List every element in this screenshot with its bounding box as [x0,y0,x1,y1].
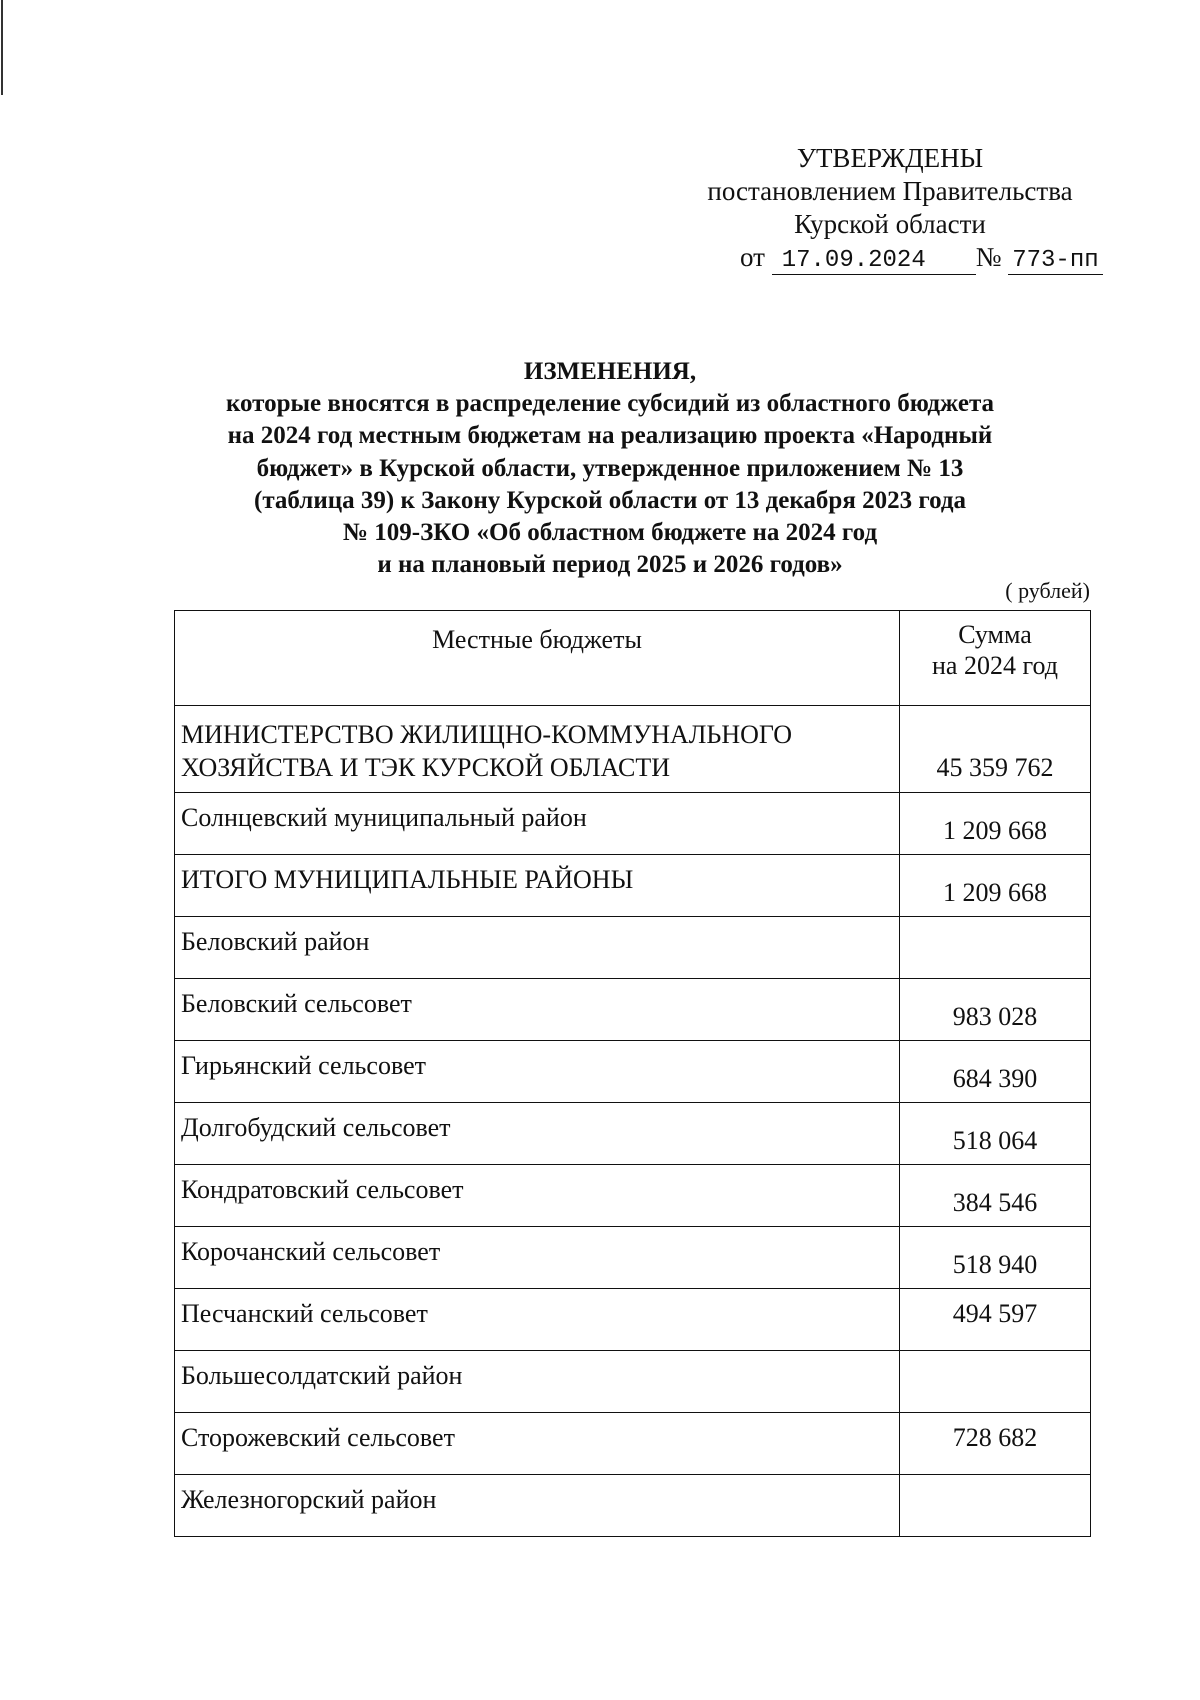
row-value: 45 359 762 [900,706,1091,793]
row-name [175,706,900,793]
title-line: и на плановый период 2025 и 2026 годов» [377,551,843,579]
approval-block [660,142,1120,241]
title-line: бюджет» в Курской области, утвержденное приложением № 13 [256,454,964,482]
table-row [175,1351,1091,1413]
row-name-line: МИНИСТЕРСТВО ЖИЛИЩНО-КОММУНАЛЬНОГО [181,720,793,749]
approval-date-line [740,242,1103,275]
row-name: ИТОГО МУНИЦИПАЛЬНЫЕ РАЙОНЫ [175,855,900,917]
row-name: Гирьянский сельсовет [175,1041,900,1103]
row-value: 684 390 [900,1041,1091,1103]
table-row [175,855,1091,917]
row-value [900,1351,1091,1413]
subsidy-table [174,610,1091,1537]
header-local-budgets: Местные бюджеты [175,611,900,706]
row-name: Беловский район [175,917,900,979]
title-line: № 109-ЗКО «Об областном бюджете на 2024 год [342,519,878,547]
row-value: 384 546 [900,1165,1091,1227]
table-row [175,1227,1091,1289]
row-name: Солнцевский муниципальный район [175,793,900,855]
row-name: Сторожевский сельсовет [175,1413,900,1475]
table-header-row [175,611,1091,706]
table-row [175,793,1091,855]
row-name: Долгобудский сельсовет [175,1103,900,1165]
table-row [175,1103,1091,1165]
row-name: Беловский сельсовет [175,979,900,1041]
table-row [175,917,1091,979]
row-value [900,1475,1091,1537]
from-label: от [740,242,765,272]
row-value: 518 064 [900,1103,1091,1165]
row-value: 1 209 668 [900,793,1091,855]
row-value: 728 682 [900,1413,1091,1475]
row-value: 983 028 [900,979,1091,1041]
title-line: на 2024 год местным бюджетам на реализацию проекта «Народный [227,422,993,450]
table-row [175,1475,1091,1537]
row-name: Кондратовский сельсовет [175,1165,900,1227]
approval-number: 773-пп [1008,247,1102,275]
scan-edge-line [1,0,3,95]
row-value: 1 209 668 [900,855,1091,917]
number-label: № [975,242,1002,272]
approval-title: УТВЕРЖДЕНЫ [796,143,984,173]
approval-date: 17.09.2024 [772,247,976,275]
header-sum [900,611,1091,706]
row-value [900,917,1091,979]
row-name: Песчанский сельсовет [175,1289,900,1351]
title-heading: ИЗМЕНЕНИЯ, [523,358,697,385]
table-row [175,1165,1091,1227]
row-name: Корочанский сельсовет [175,1227,900,1289]
header-sum-line: Сумма [958,620,1032,649]
unit-label: ( рублей) [1005,578,1090,603]
row-name: Большесолдатский район [175,1351,900,1413]
header-sum-line: на 2024 год [932,651,1058,680]
row-name-line: ХОЗЯЙСТВА И ТЭК КУРСКОЙ ОБЛАСТИ [181,753,671,782]
table-row [175,1289,1091,1351]
table-row [175,706,1091,793]
row-value: 518 940 [900,1227,1091,1289]
row-name: Железногорский район [175,1475,900,1537]
table-row [175,1041,1091,1103]
table-row [175,1413,1091,1475]
approval-line: Курской области [794,209,986,239]
title-line: (таблица 39) к Закону Курской области от 13 декабря 2023 года [254,486,966,514]
approval-line: постановлением Правительства [707,176,1073,206]
row-value: 494 597 [900,1289,1091,1351]
table-row [175,979,1091,1041]
document-title [150,356,1070,581]
title-line: которые вносятся в распределение субсидий из областного бюджета [225,390,995,418]
